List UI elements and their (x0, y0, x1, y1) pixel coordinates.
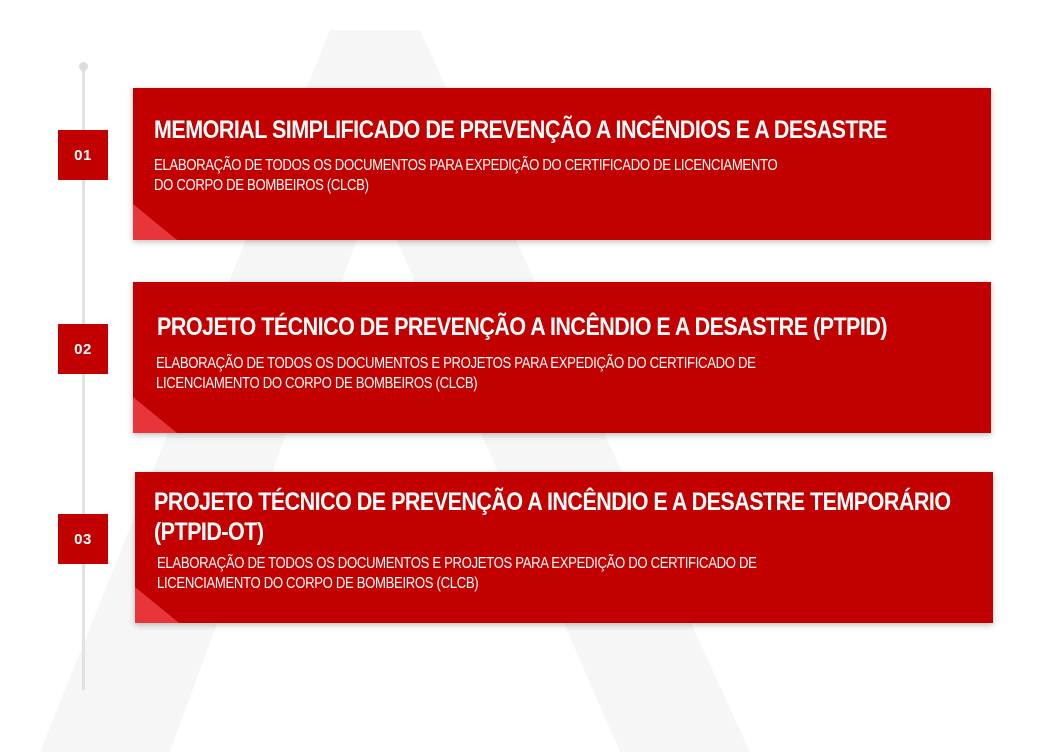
service-card-01[interactable] (133, 88, 991, 240)
card-title-line: PROJETO TÉCNICO DE PREVENÇÃO A INCÊNDIO E A DESASTRE (PTPID) (157, 313, 887, 341)
card-title (154, 487, 951, 547)
timeline-start-dot (79, 62, 88, 71)
card-title-line: (PTPID-OT) (154, 518, 264, 546)
step-number-02: 02 (58, 324, 108, 374)
card-description-line: ELABORAÇÃO DE TODOS OS DOCUMENTOS E PROJETOS PARA EXPEDIÇÃO DO CERTIFICADO DE (156, 355, 756, 372)
card-description-line: DO CORPO DE BOMBEIROS (CLCB) (154, 177, 369, 194)
card-title (154, 115, 887, 145)
card-description-line: ELABORAÇÃO DE TODOS OS DOCUMENTOS E PROJETOS PARA EXPEDIÇÃO DO CERTIFICADO DE (157, 555, 757, 572)
card-corner-accent (133, 397, 177, 433)
card-description-line: LICENCIAMENTO DO CORPO DE BOMBEIROS (CLCB) (157, 575, 479, 592)
card-description (157, 554, 757, 594)
card-description (156, 354, 756, 394)
step-number-01: 01 (58, 130, 108, 180)
card-description (154, 156, 777, 196)
service-card-03[interactable] (135, 472, 993, 623)
service-card-02[interactable] (133, 282, 991, 433)
card-title-line: MEMORIAL SIMPLIFICADO DE PREVENÇÃO A INCÊNDIOS E A DESASTRE (154, 116, 887, 144)
card-description-line: ELABORAÇÃO DE TODOS OS DOCUMENTOS PARA EXPEDIÇÃO DO CERTIFICADO DE LICENCIAMENTO (154, 157, 778, 174)
card-title-line: PROJETO TÉCNICO DE PREVENÇÃO A INCÊNDIO E A DESASTRE TEMPORÁRIO (154, 488, 951, 516)
card-title (157, 312, 887, 342)
step-number-03: 03 (58, 514, 108, 564)
card-description-line: LICENCIAMENTO DO CORPO DE BOMBEIROS (CLCB) (156, 375, 478, 392)
card-corner-accent (133, 204, 177, 240)
